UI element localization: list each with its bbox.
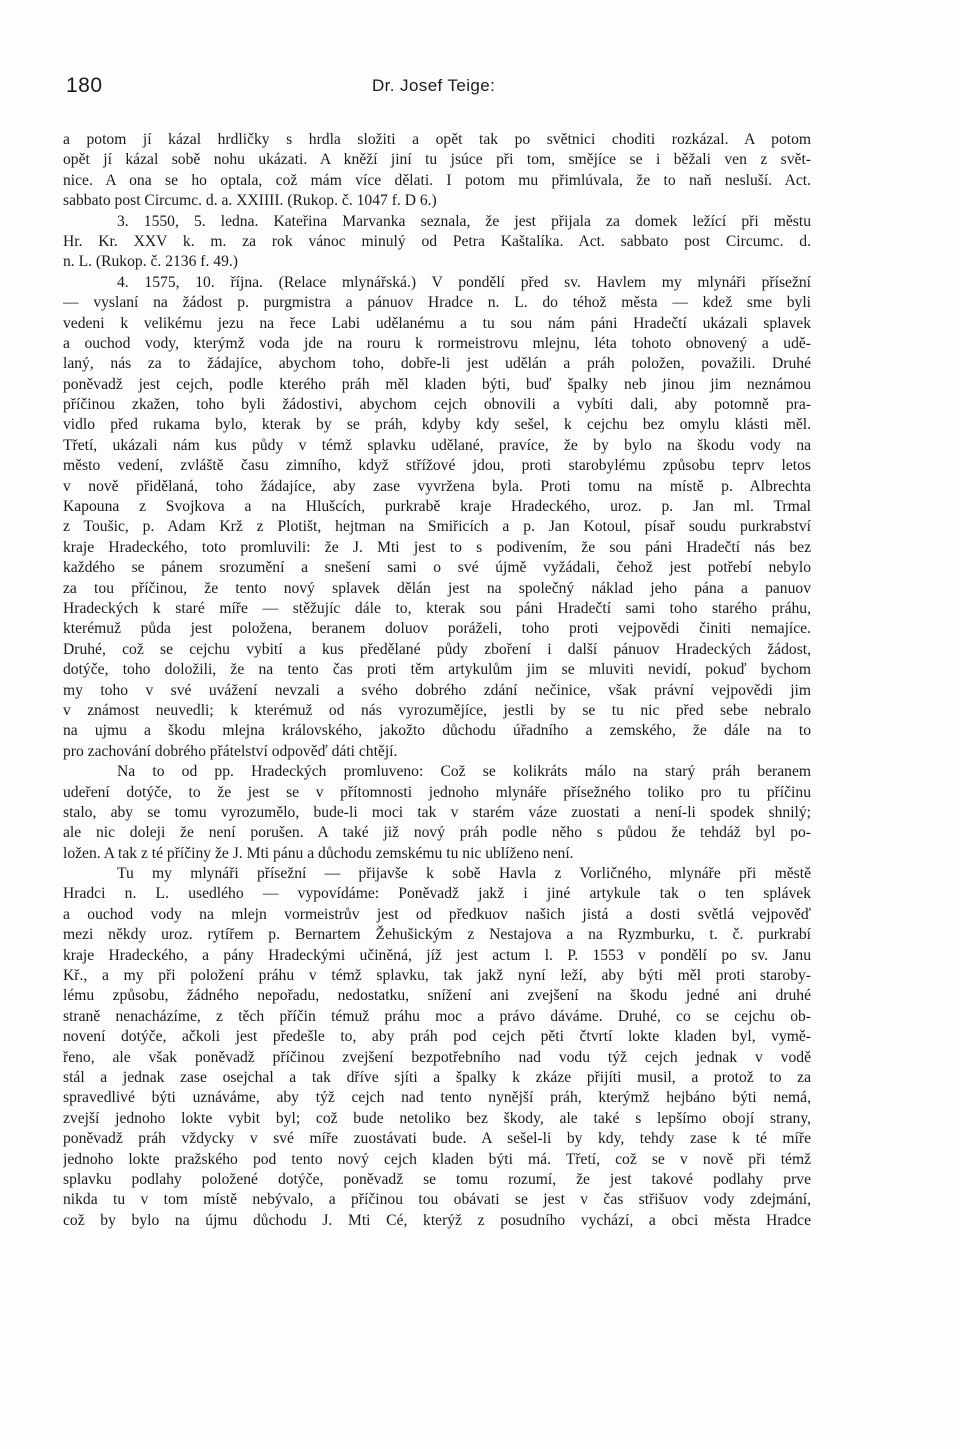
text-line: vedeni k velikému jezu na řece Labi udělanému a tu sou nám páni Hradečtí ukázali splavek — [63, 314, 811, 332]
text-line: Hr. Kr. XXV k. m. za rok vánoc minulý od Petra Kaštalíka. Act. sabbato post Circumc. d. — [63, 232, 811, 250]
text-line: kraje Hradeckého, toto promluvili: že J. Mti jest to s podivením, že sou páni Hradečtí nás bez — [63, 538, 811, 556]
text-line: Kapouna z Svojkova a na Hlušcích, purkrabě kraje Hradeckého, uroz. p. Jan ml. Trmal — [63, 498, 811, 516]
text-line: kterémuž půda jest položena, beranem doluov poráželi, toho proti vejpovědi činiti nemajíce. — [63, 620, 811, 638]
text-line: splavku podlahy položené dotýče, poněvadž se tomu rozumí, že jest takové podlahy prve — [63, 1170, 811, 1188]
page-number: 180 — [66, 74, 103, 97]
text-line: opět jí kázal sobě nohu ukázati. A kněží jiní tu jsúce při tom, smějíce se i běžali ven z svět- — [63, 151, 811, 169]
text-line: stalo, aby se tomu vyrozumělo, bude-li moci tak v starém váze zuostati a není-li spodek shnilý; — [63, 803, 811, 821]
text-line: pro zachování dobrého přátelství odpověď dáti chtějí. — [63, 742, 398, 760]
text-line: v známost neuvedli; k kterémuž od nás vyrozumějíce, jestli by se tu nic před sebe nebralo — [63, 701, 811, 719]
text-line: za tou příčinou, že tento nový splavek dělán jest na společný náklad jeho pána a panuov — [63, 579, 811, 597]
text-line: 4. 1575, 10. října. (Relace mlynářská.) V pondělí před sv. Havlem my mlynáři přísežní — [117, 273, 811, 291]
text-line: udeření dotýče, to že jest se v přítomnosti jednoho mlynáře přísežného toliko pro tu příčinu — [63, 783, 811, 801]
text-line: straně nenacházíme, z těch příčin témuž práhu moc a právo dáváme. Druhé, co se cejchu ob- — [63, 1007, 811, 1025]
text-line: a ouchod vody, kterýmž voda jde na rouru k rormeistrovu mlejnu, léta tohoto obnovený a udě- — [63, 334, 811, 352]
text-line: v nově přidělaná, toho žádajíce, aby zase vyvržena byla. Proti tomu na místě p. Albrechta — [63, 477, 811, 495]
text-line: vidlo před rukama bylo, kterak by se práh, kdyby kdy sešel, k cejchu bez omylu klásti měl. — [63, 416, 811, 434]
text-line: stál a jednak zase osejchal a tak dříve sjíti a špalky k zkáze přijíti musil, a protož to za — [63, 1068, 811, 1086]
text-line: kraje Hradeckého, a pány Hradeckými učiněná, jíž jest actum l. P. 1553 v pondělí po sv. Janu — [63, 946, 811, 964]
text-line: a ouchod vody na mlejn vormeistrův jest od předkuov našich jistá a dosti světlá vejpověď — [63, 905, 811, 923]
page-header — [66, 74, 822, 104]
text-line — [63, 1231, 811, 1251]
text-line: n. L. (Rukop. č. 2136 f. 49.) — [63, 253, 238, 271]
text-line: poněvadž práh vždycky v své míře zuostávati bude. A sešel-li by kdy, tehdy zase k té míře — [63, 1130, 811, 1148]
text-line: každého se pánem srozumění a snešení sami o své újmě vyžádali, čehož jest potřebí nebylo — [63, 559, 811, 577]
text-line: dotýče, toho doložili, že na tento čas proti těm artykulům jim se mluviti nevidí, pokuď bychom — [63, 661, 811, 679]
text-line: 3. 1550, 5. ledna. Kateřina Marvanka seznala, že jest přijala za domek ležící při městu — [117, 212, 811, 230]
text-line: zvejší jednoho lokte vybit byl; což bude netoliko bez škody, ale také s lepšímo obojí strany, — [63, 1109, 811, 1127]
text-line: ale nic doleji že není porušen. A také již nový práh podle něho s půdou že tehdáž byl po- — [63, 824, 811, 842]
text-line: Hradci n. L. usedlého — vypovídáme: Poněvadž jakž i jiné artykule tak o ten splávek — [63, 885, 811, 903]
text-line: město vedení, zvláště času zimního, když střížové jdou, proti starobylému způsobu teprv letos — [63, 457, 811, 475]
text-line: laný, nás za to žádajíce, abychom toho, dobře-li jest udělán a práh položen, považili. Druhé — [63, 355, 811, 373]
text-line: Druhé, což se cejchu vybití a kus předělané půdy zboření i další pánuov Hradeckých žádost, — [63, 640, 811, 658]
text-line: řeno, ale však poněvadž příčinou zvejšení bezpotřebního nad vodu týž cejch jednak v vodě — [63, 1048, 811, 1066]
text-line: což by bylo na újmu důchodu J. Mti Cé, kterýž z posudního vychází, a obci města Hradce — [63, 1211, 811, 1229]
running-head: Dr. Josef Teige: — [372, 76, 496, 95]
text-line: — vyslaní na žádost p. purgmistra a pánuov Hradce n. L. do téhož města — kdež sme byli — [63, 294, 811, 312]
body-text — [63, 130, 811, 1251]
text-line: Třetí, ukázali nám kus půdy v témž splavku udělané, pravíce, že by bylo na škodu vody na — [63, 436, 811, 454]
text-line: příčinou zkažen, toho byli žádostivi, abychom cejch obnovili a vybíti dali, aby potomně pra- — [63, 396, 811, 414]
text-line: mezi někdy uroz. rytířem p. Bernartem Žehušickým z Nestajova a na Ryzmburku, t. č. purkrabí — [63, 926, 811, 944]
text-line: na ujmu a škodu mlejna královského, jakožto důchodu úřadního a zemského, že dále na to — [63, 722, 811, 740]
text-line: Na to od pp. Hradeckých promluveno: Což se kolikráts málo na starý práh beranem — [117, 763, 811, 781]
text-line: nikda tu v tom místě nebývalo, a příčinou tou obávati se jest v čas střišuov vody zdejmání, — [63, 1191, 811, 1209]
text-line: poněvadž jest cejch, podle kterého práh měl kladen býti, buď špalky neb jinou jim neznámou — [63, 375, 811, 393]
text-line: z Toušic, p. Adam Krž z Plotišt, hejtman na Smiřicích a p. Jan Kotoul, písař soudu purkrabství — [63, 518, 811, 536]
text-line: Tu my mlynáři přísežní — přijavše k sobě Havla z Vorličného, mlynáře při městě — [117, 865, 811, 883]
text-line: jednoho lokte pražského pod tento nový cejch kladen býti má. Třetí, což se v nově při témž — [63, 1150, 811, 1168]
text-line: ložen. A tak z té příčiny že J. Mti pánu a důchodu zemskému tu nic ublíženo není. — [63, 844, 574, 862]
text-line: lému způsobu, žádného nepořadu, nedostatku, snížení ani zvejšení na škodu jedné ani druhé — [63, 987, 811, 1005]
text-line: sabbato post Circumc. d. a. XXIIII. (Rukop. č. 1047 f. D 6.) — [63, 192, 437, 210]
text-line: Kř., a my při položení práhu v témž splavku, tak jakž nyní leží, aby býti měl proti staroby- — [63, 967, 811, 985]
text-line: novení dotýče, ačkoli jest předešle to, aby práh pod cejch pěti čtvrtí lokte kladen byl, vymě- — [63, 1028, 811, 1046]
text-line: Hradeckých k staré míře — stěžujíc dále to, kterak sou páni Hradečtí sami toho starého práhu, — [63, 599, 811, 617]
text-line: spravedlivé býti uznáváme, aby týž cejch nad tento nynější práh, kterýmž hejbáno býti nemá, — [63, 1089, 811, 1107]
text-line: a potom jí kázal hrdličky s hrdla složiti a opět tak po světnici choditi rozkázal. A potom — [63, 131, 811, 148]
text-line: my toho v své uvážení nevzali a svého dobrého zdání nečinice, však právní vejpovědi jim — [63, 681, 811, 699]
text-line: nice. A ona se ho optala, což mám více dělati. I potom mu přimlúvala, že to naň nesluší. Act. — [63, 171, 811, 189]
